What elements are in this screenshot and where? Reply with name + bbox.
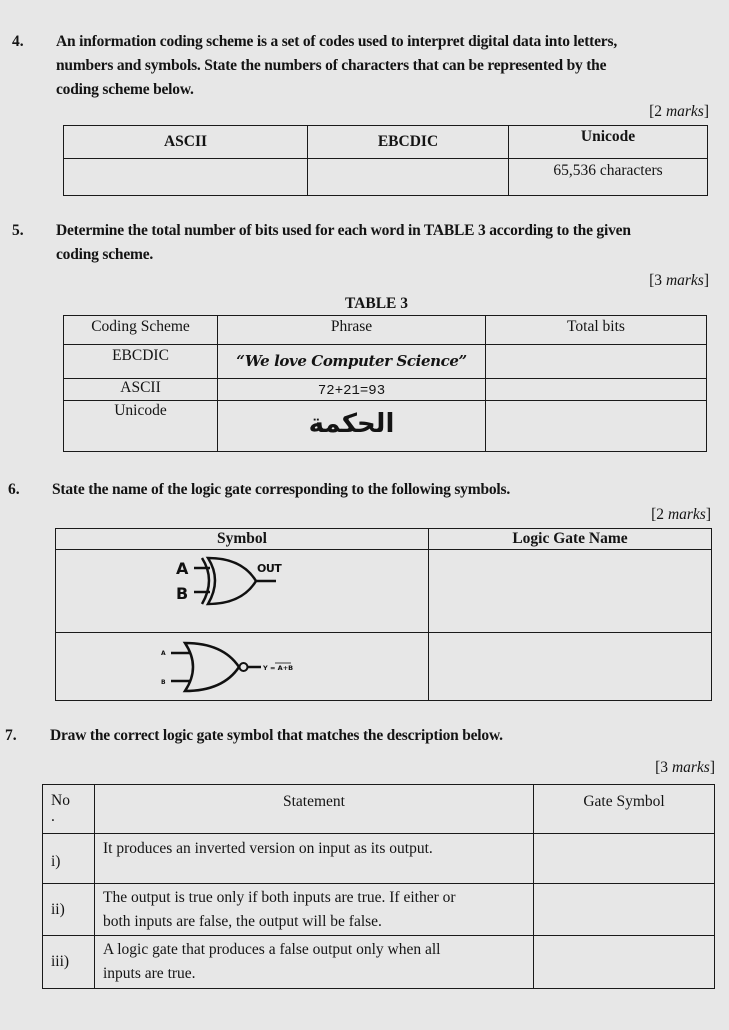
question-6-marks: [2 marks] xyxy=(651,506,711,523)
gate-symbol-drawing-cell[interactable] xyxy=(534,884,715,936)
xor-gate-icon xyxy=(172,554,312,610)
total-bits-ebcdic-cell[interactable] xyxy=(486,345,707,379)
table-row xyxy=(56,633,712,701)
answer-ascii-cell[interactable] xyxy=(64,159,308,196)
table-row xyxy=(64,401,707,452)
gate-symbol-drawing-cell[interactable] xyxy=(534,936,715,989)
question-4-marks: [2 marks] xyxy=(649,103,709,120)
header-ascii: ASCII xyxy=(64,126,308,159)
scheme-ascii: ASCII xyxy=(64,379,218,401)
question-6-text xyxy=(52,478,712,502)
scheme-ebcdic: EBCDIC xyxy=(64,345,218,379)
table-row xyxy=(56,550,712,633)
coding-scheme-table xyxy=(63,125,708,196)
row-no: i) xyxy=(43,834,95,884)
row-no: iii) xyxy=(43,936,95,989)
input-a-label: A xyxy=(176,559,189,578)
question-5-text xyxy=(56,219,726,267)
statement-cell: A logic gate that produces a false output only when all inputs are true. xyxy=(95,936,534,989)
input-b-label: B xyxy=(161,679,166,686)
header-statement: Statement xyxy=(95,785,534,834)
output-label: OUT xyxy=(257,562,282,575)
header-no: No . xyxy=(43,785,95,834)
header-gate-symbol: Gate Symbol xyxy=(534,785,715,834)
input-b-label: B xyxy=(176,584,189,603)
gate-symbol-table xyxy=(42,784,715,989)
question-4-line-3: coding scheme below. xyxy=(56,81,194,98)
phrase-ebcdic: “We love Computer Science” xyxy=(236,352,467,370)
table-row xyxy=(64,379,707,401)
scheme-unicode: Unicode xyxy=(64,401,218,452)
header-ebcdic: EBCDIC xyxy=(308,126,509,159)
header-coding-scheme: Coding Scheme xyxy=(64,316,218,345)
question-4-line-1: An information coding scheme is a set of codes used to interpret digital data into letters, xyxy=(56,33,617,50)
question-7-line-1: Draw the correct logic gate symbol that matches the description below. xyxy=(50,727,503,744)
total-bits-unicode-cell[interactable] xyxy=(486,401,707,452)
input-a-label: A xyxy=(161,650,166,657)
phrase-ascii: 72+21=93 xyxy=(317,382,386,399)
table-3 xyxy=(63,315,707,452)
question-5-line-1: Determine the total number of bits used for each word in TABLE 3 according to the given xyxy=(56,222,631,239)
header-total-bits: Total bits xyxy=(486,316,707,345)
question-4-text xyxy=(56,30,716,102)
header-phrase: Phrase xyxy=(218,316,486,345)
table-row xyxy=(64,345,707,379)
question-5-line-2: coding scheme. xyxy=(56,246,154,263)
header-unicode: Unicode xyxy=(509,126,708,159)
question-5-number: 5. xyxy=(12,222,24,239)
row-no: ii) xyxy=(43,884,95,936)
question-7-number: 7. xyxy=(5,727,17,744)
table-row xyxy=(43,884,715,936)
question-4-line-2: numbers and symbols. State the numbers of characters that can be represented by the xyxy=(56,57,607,74)
gate-name-answer-2-cell[interactable] xyxy=(429,633,712,701)
output-expression: Y = A+B xyxy=(263,664,294,672)
statement-cell: It produces an inverted version on input as its output. xyxy=(95,834,534,884)
nor-gate-icon xyxy=(157,641,327,693)
question-6-line-1: State the name of the logic gate corresponding to the following symbols. xyxy=(52,481,511,498)
total-bits-ascii-cell[interactable] xyxy=(486,379,707,401)
table-row xyxy=(43,936,715,989)
question-7-text xyxy=(50,724,710,748)
gate-symbol-drawing-cell[interactable] xyxy=(534,834,715,884)
logic-gate-table xyxy=(55,528,712,701)
question-6-number: 6. xyxy=(8,481,20,498)
question-7-marks: [3 marks] xyxy=(655,759,715,776)
question-5-marks: [3 marks] xyxy=(649,272,709,289)
question-4-number: 4. xyxy=(12,33,24,50)
header-logic-gate-name: Logic Gate Name xyxy=(429,529,712,550)
gate-name-answer-1-cell[interactable] xyxy=(429,550,712,633)
statement-cell: The output is true only if both inputs are true. If either or both inputs are false, the output will be false. xyxy=(95,884,534,936)
header-symbol: Symbol xyxy=(56,529,429,550)
phrase-unicode: الحكمة xyxy=(308,409,395,439)
answer-ebcdic-cell[interactable] xyxy=(308,159,509,196)
unicode-value-cell: 65,536 characters xyxy=(509,159,708,196)
table-row xyxy=(43,834,715,884)
table-3-title: TABLE 3 xyxy=(345,295,409,312)
